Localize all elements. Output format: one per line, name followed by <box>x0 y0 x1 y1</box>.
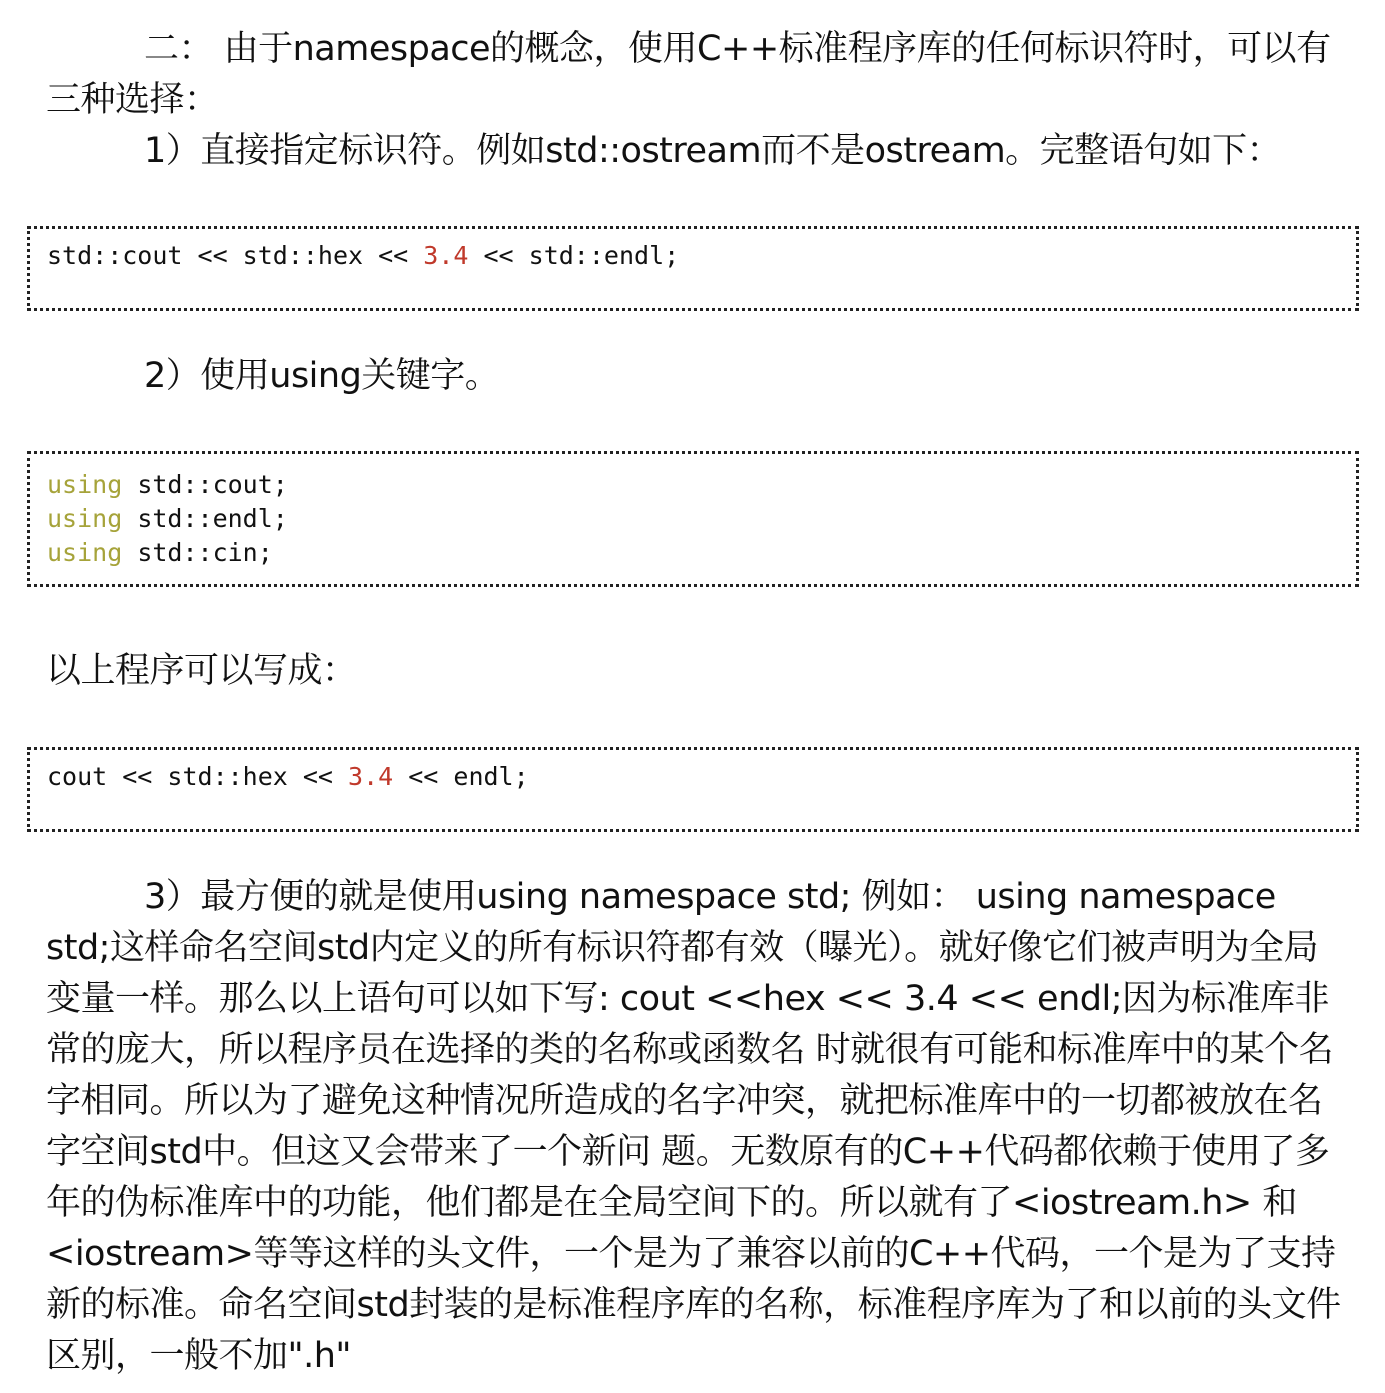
code-text: << std::endl; <box>468 241 680 270</box>
code-line <box>47 536 1356 570</box>
code-line <box>47 239 1356 273</box>
rewrite-label: 以上程序可以写成： <box>46 651 357 691</box>
code-keyword: using <box>47 470 123 499</box>
code-text: std::cout; <box>122 470 288 499</box>
code-number-literal: 3.4 <box>423 241 469 270</box>
code-text: std::endl; <box>122 504 288 533</box>
code-text: cout << std::hex << <box>47 762 349 791</box>
code-block-rewritten <box>27 747 1359 832</box>
option-1-paragraph: 1）直接指定标识符。例如std::ostream而不是ostream。完整语句如下： <box>144 131 1282 171</box>
code-line <box>47 760 1356 794</box>
code-line <box>47 468 1356 502</box>
code-line <box>47 502 1356 536</box>
code-number-literal: 3.4 <box>348 762 394 791</box>
code-block-using-declarations <box>27 451 1359 587</box>
option-2-paragraph: 2）使用using关键字。 <box>144 356 500 396</box>
code-text: << endl; <box>393 762 529 791</box>
option-3-paragraph: 3）最方便的就是使用using namespace std; 例如： using namespace std;这样命名空间std内定义的所有标识符都有效（曝光）。就好像它们被声明为全局变量一样。那么以上语句可以如下写: cout <<hex << 3.4 << endl;因为标准库非常的庞大，所以程序员在选择的类的名称或函数名 时就很有可能和标准库中的某个名字相同。所以为了避免这种情况所造成的名字冲突，就把标准库中的一切都被放在名字空间std中。但这又会带来了一个新问 题。无数原有的C++代码都依赖于使用了多年的伪标准库中的功能，他们都是在全局空间下的。所以就有了<iostream.h> 和<iostream>等等这样的头文件，一个是为了兼容以前的C++代码，一个是为了支持新的标准。命名空间std封装的是标准程序库的名称，标准程序库为了和以前的头文件区别，一般不加".h" <box>46 877 1341 1376</box>
code-block-qualified <box>27 226 1359 311</box>
code-keyword: using <box>47 538 123 567</box>
intro-paragraph: 二： 由于namespace的概念，使用C++标准程序库的任何标识符时，可以有三种选择： <box>46 29 1331 120</box>
code-text: std::cout << std::hex << <box>47 241 424 270</box>
code-text: std::cin; <box>122 538 273 567</box>
code-keyword: using <box>47 504 123 533</box>
